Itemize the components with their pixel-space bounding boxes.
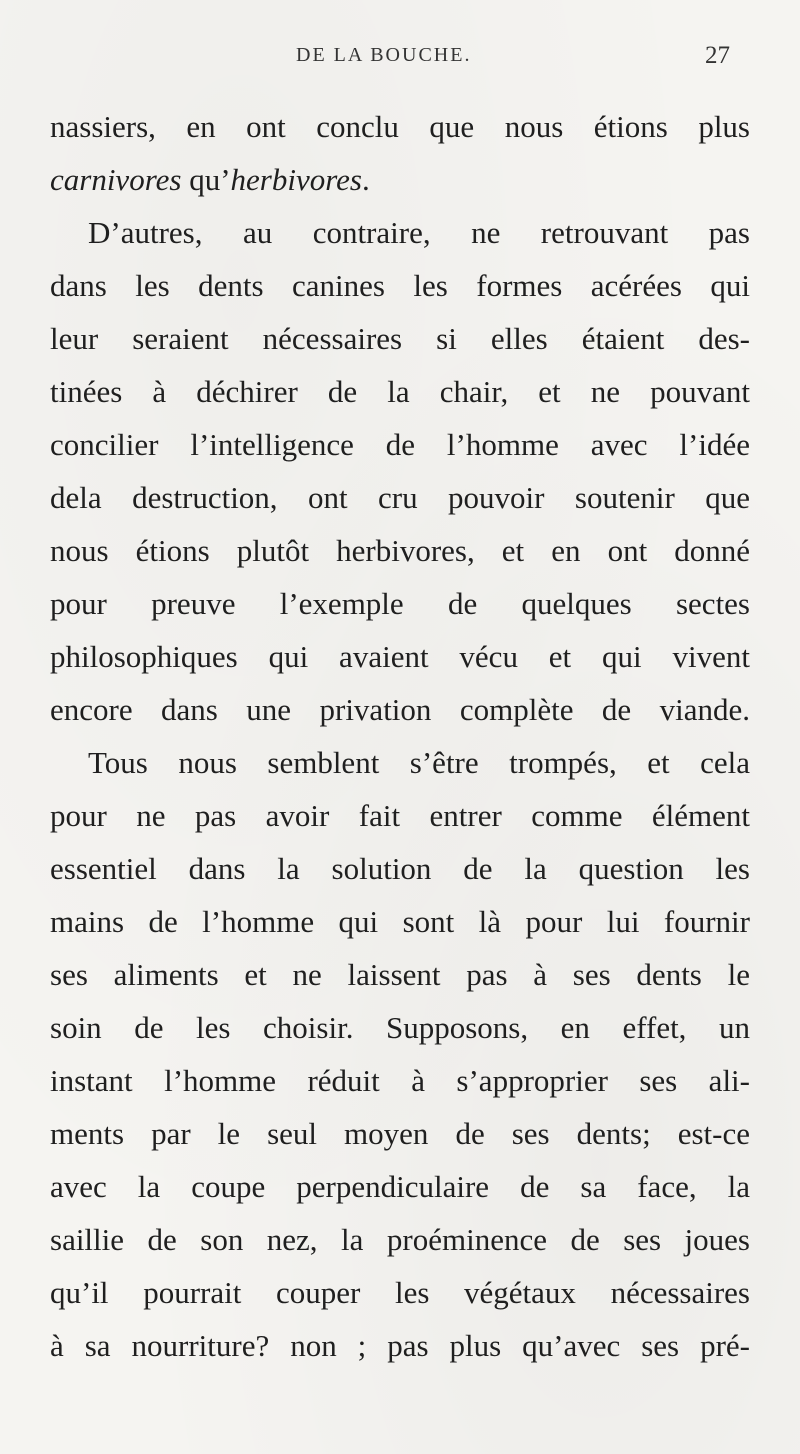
text-line: concilier l’intelligence de l’homme avec l’idée xyxy=(50,427,750,462)
text-line: qu’il pourrait couper les végétaux nécessaires xyxy=(50,1275,750,1310)
text-line: ments par le seul moyen de ses dents; est-ce xyxy=(50,1116,750,1151)
text-line xyxy=(50,153,402,206)
text-line: encore dans une privation complète de viande. xyxy=(50,692,750,727)
paragraph-start-line: Tous nous semblent s’être trompés, et cela xyxy=(88,745,750,780)
text-line: tinées à déchirer de la chair, et ne pouvant xyxy=(50,374,750,409)
text-line: instant l’homme réduit à s’approprier ses ali- xyxy=(50,1063,750,1098)
text-line: ses aliments et ne laissent pas à ses dents le xyxy=(50,957,750,992)
text-line: nous étions plutôt herbivores, et en ont donné xyxy=(50,533,750,568)
text-line: leur seraient nécessaires si elles étaient des- xyxy=(50,321,750,356)
text-line: dela destruction, ont cru pouvoir soutenir que xyxy=(50,480,750,515)
paragraph-start-line: D’autres, au contraire, ne retrouvant pas xyxy=(88,215,750,250)
text-line: saillie de son nez, la proéminence de ses joues xyxy=(50,1222,750,1257)
text-line: essentiel dans la solution de la question les xyxy=(50,851,750,886)
text-fragment: qu’ xyxy=(181,162,231,197)
text-line: pour preuve l’exemple de quelques sectes xyxy=(50,586,750,621)
text-line: avec la coupe perpendiculaire de sa face, la xyxy=(50,1169,750,1204)
text-line: à sa nourriture? non ; pas plus qu’avec ses pré- xyxy=(50,1328,750,1363)
text-line: mains de l’homme qui sont là pour lui fournir xyxy=(50,904,750,939)
text-line: soin de les choisir. Supposons, en effet, un xyxy=(50,1010,750,1045)
text-line: philosophiques qui avaient vécu et qui vivent xyxy=(50,639,750,674)
text-line: pour ne pas avoir fait entrer comme élément xyxy=(50,798,750,833)
text-fragment: . xyxy=(361,162,370,197)
page-number: 27 xyxy=(705,42,730,69)
body-text xyxy=(50,100,750,1372)
text-line: nassiers, en ont conclu que nous étions plus xyxy=(50,109,750,144)
text-line: dans les dents canines les formes acérées qui xyxy=(50,268,750,303)
running-head xyxy=(0,44,800,74)
chapter-running-title: DE LA BOUCHE. xyxy=(296,44,472,66)
italic-word: herbivores xyxy=(230,162,362,197)
italic-word: carnivores xyxy=(50,162,182,197)
